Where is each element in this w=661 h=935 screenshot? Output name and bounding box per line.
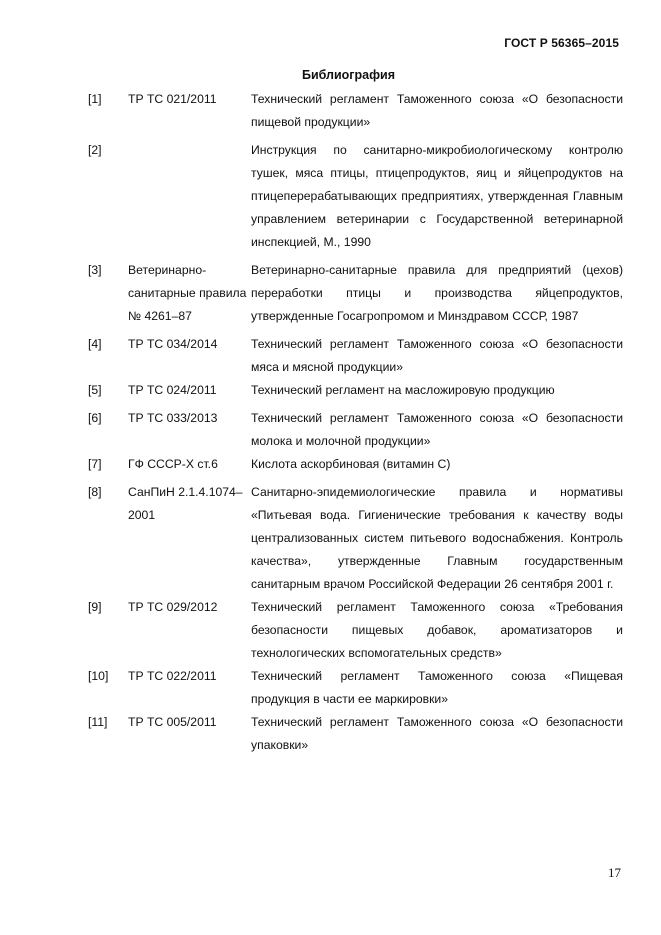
bibliography-entry: [88, 665, 623, 711]
entry-number: [9]: [88, 600, 102, 614]
bibliography-list: [88, 88, 623, 762]
bibliography-entry: [88, 481, 623, 596]
entry-number: [2]: [88, 143, 102, 157]
page-number: 17: [608, 865, 621, 880]
entry-text: Технический регламент Таможенного союза «О безопасности мяса и мясной продукции»: [251, 337, 623, 374]
entry-code: ТР ТС 029/2012: [128, 600, 218, 614]
entry-text: Технический регламент Таможенного союза «О безопасности пищевой продукции»: [251, 92, 623, 129]
entry-number: [11]: [88, 715, 108, 729]
entry-code: Ветеринарно-санитарные правила № 4261–87: [128, 263, 247, 323]
entry-text: Ветеринарно-санитарные правила для предприятий (цехов) переработки птицы и производства яйцепродуктов, утвержденные Госагропромом и Минздравом СССР, 1987: [251, 263, 623, 323]
bibliography-entry: [88, 259, 623, 328]
bibliography-entry: [88, 407, 623, 453]
entry-code: СанПиН 2.1.4.1074–2001: [128, 485, 243, 522]
entry-code: ТР ТС 021/2011: [128, 92, 217, 106]
entry-code: ГФ СССР-Х ст.6: [128, 457, 218, 471]
bibliography-entry: [88, 139, 623, 254]
bibliography-entry: [88, 333, 623, 379]
entry-number: [3]: [88, 263, 102, 277]
entry-text: Технический регламент Таможенного союза «Пищевая продукция в части ее маркировки»: [251, 669, 623, 706]
entry-number: [8]: [88, 485, 102, 499]
entry-number: [4]: [88, 337, 102, 351]
entry-code: ТР ТС 033/2013: [128, 411, 218, 425]
document-code-header: ГОСТ Р 56365–2015: [504, 36, 619, 50]
bibliography-entry: [88, 711, 623, 757]
bibliography-entry: [88, 453, 623, 476]
entry-code: ТР ТС 005/2011: [128, 715, 217, 729]
entry-number: [10]: [88, 669, 109, 683]
entry-text: Технический регламент на масложировую продукцию: [251, 383, 555, 397]
entry-code: ТР ТС 024/2011: [128, 383, 217, 397]
entry-text: Кислота аскорбиновая (витамин С): [251, 457, 451, 471]
entry-number: [7]: [88, 457, 102, 471]
entry-text: Санитарно-эпидемиологические правила и нормативы «Питьевая вода. Гигиенические требования к качеству воды централизованных систем питьевого водоснабжения. Контроль качества», утвержденные Главным государственным санитарным врачом Российской Федерации 26 сентября 2001 г.: [251, 485, 623, 591]
entry-text: Инструкция по санитарно-микробиологическому контролю тушек, мяса птицы, птицепродуктов, яиц и яйцепродуктов на птицеперерабатывающих предприятиях, утвержденная Главным управлением ветеринарии с Государственной ветеринарной инспекцией, М., 1990: [251, 143, 623, 249]
entry-number: [1]: [88, 92, 102, 106]
bibliography-entry: [88, 88, 623, 134]
entry-number: [6]: [88, 411, 102, 425]
entry-number: [5]: [88, 383, 102, 397]
entry-code: ТР ТС 022/2011: [128, 669, 217, 683]
entry-code: ТР ТС 034/2014: [128, 337, 218, 351]
bibliography-title: Библиография: [301, 68, 396, 82]
entry-text: Технический регламент Таможенного союза «О безопасности молока и молочной продукции»: [251, 411, 623, 448]
entry-code: [128, 139, 251, 254]
entry-text: Технический регламент Таможенного союза «Требования безопасности пищевых добавок, ароматизаторов и технологических вспомогательных средств»: [251, 600, 623, 660]
bibliography-entry: [88, 379, 623, 402]
entry-text: Технический регламент Таможенного союза «О безопасности упаковки»: [251, 715, 623, 752]
bibliography-entry: [88, 596, 623, 665]
